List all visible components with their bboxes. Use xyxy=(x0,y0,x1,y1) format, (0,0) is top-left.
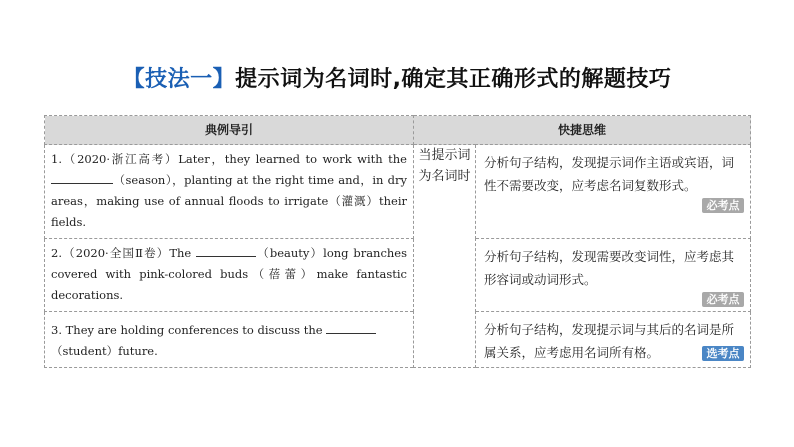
key-point-badge: 必考点 xyxy=(702,198,744,213)
table-row xyxy=(45,312,751,368)
example-text-start: 2.（2020·全国Ⅱ卷）The xyxy=(51,246,197,260)
technique-table xyxy=(44,115,751,368)
header-quick-thinking: 快捷思维 xyxy=(414,116,751,145)
tip-text: 分析句子结构，发现提示词作主语或宾语，词性不需要改变，应考虑名词复数形式。 xyxy=(484,155,735,193)
heading-title: 提示词为名词时,确定其正确形式的解题技巧 xyxy=(235,67,672,92)
example-text-start: 3. They are holding conferences to discuss the xyxy=(51,323,327,337)
key-point-badge: 必考点 xyxy=(702,292,744,307)
answer-blank xyxy=(51,171,113,184)
heading-tag: 【技法一】 xyxy=(122,67,236,92)
section-heading xyxy=(0,62,794,93)
example-cell xyxy=(45,239,414,312)
example-cell xyxy=(45,145,414,239)
header-examples: 典例导引 xyxy=(45,116,414,145)
tip-cell xyxy=(476,145,751,239)
tip-text: 分析句子结构，发现需要改变词性，应考虑其形容词或动词形式。 xyxy=(484,249,735,287)
tip-cell xyxy=(476,312,751,368)
example-text-end: （season），planting at the right time and，in dry areas，making use of annual floods to irrigate（灌溉）their fields. xyxy=(51,173,407,229)
example-text-end: （beauty）long branches covered with pink-colored buds（蓓蕾）make fantastic decorations. xyxy=(51,246,408,302)
answer-blank xyxy=(326,321,376,334)
tip-cell xyxy=(476,239,751,312)
example-text-end: （student）future. xyxy=(51,344,158,358)
table-row xyxy=(45,145,751,239)
example-text-start: 1.（2020·浙江高考）Later，they learned to work with the xyxy=(51,152,407,166)
example-cell xyxy=(45,312,414,368)
optional-point-badge: 选考点 xyxy=(702,346,744,361)
table-row xyxy=(45,239,751,312)
answer-blank xyxy=(196,244,256,257)
table-header-row xyxy=(45,116,751,145)
side-label: 当提示词为名词时 xyxy=(414,145,476,368)
tip-text: 分析句子结构，发现提示词与其后的名词是所属关系，应考虑用名词所有格。 xyxy=(484,322,735,360)
